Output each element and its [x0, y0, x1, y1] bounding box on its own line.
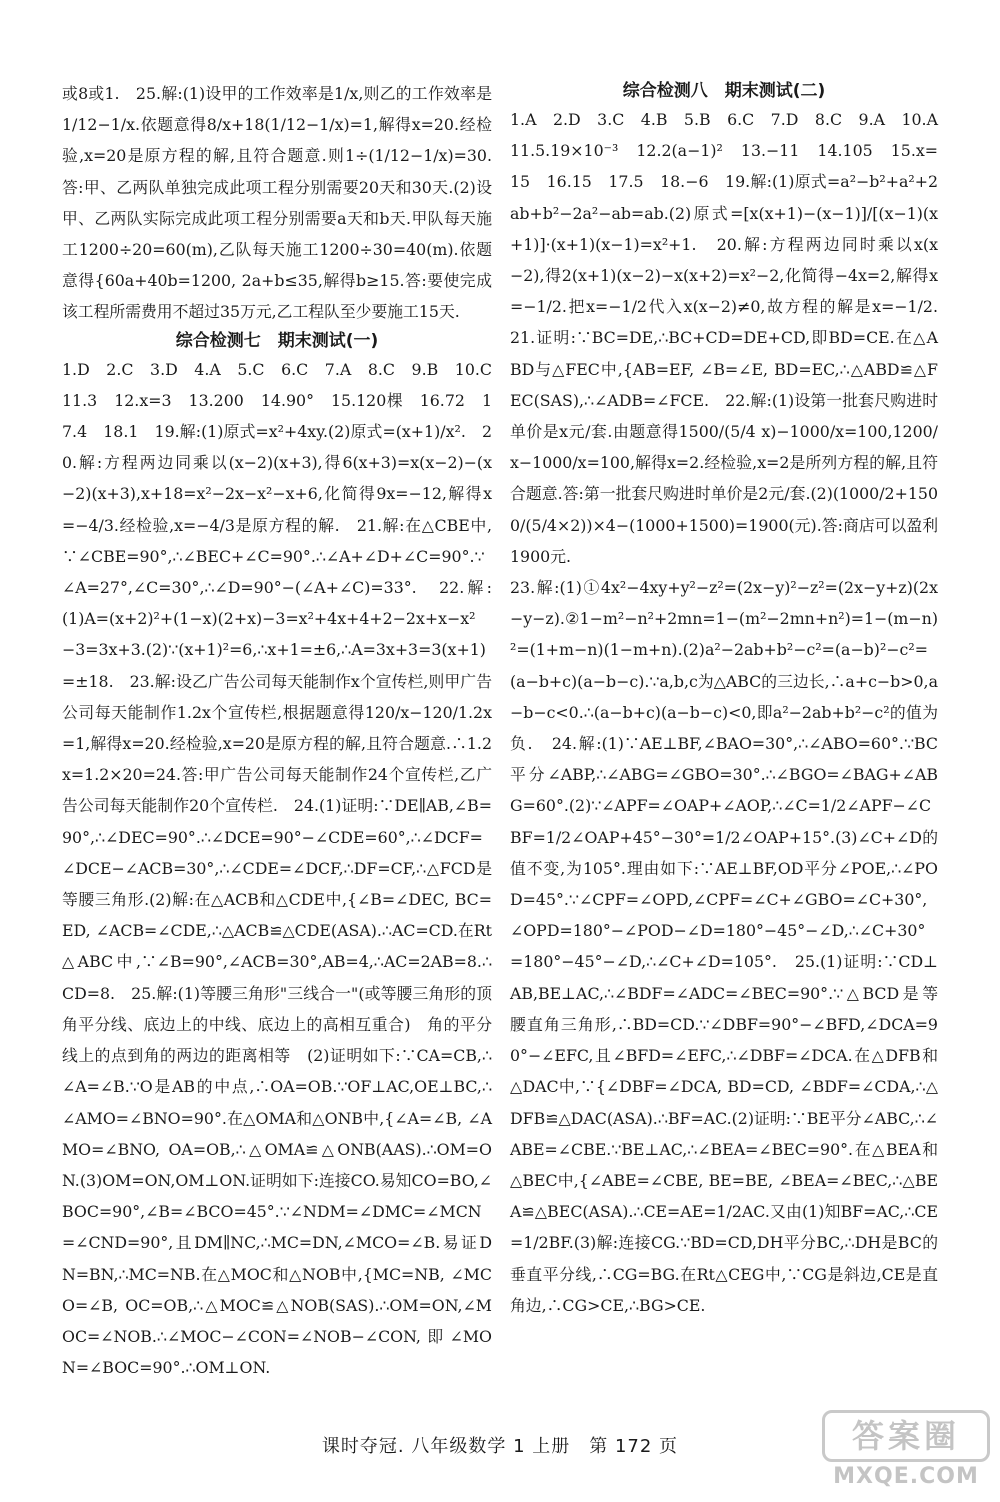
answer-paragraph: 23.解:(1)①4x²−4xy+y²−z²=(2x−y)²−z²=(2x−y+z)(2x−y−z).②1−m²−n²+2mn=1−(m²−2mn+n²)=1−(m−n)²=(1+m−n)(1−m+n).(2)a²−2ab+b²−c²=(a−b)²−c²=(a−b+c)(a−b−c).∵a,b,c为△ABC的三边长,∴a+c−b>0,a−b−c<0.∴(a−b+c)(a−b−c)<0,即a²−2ab+b²−c²的值为负. 24.解:(1)∵AE⊥BF,∠BAO=30°,∴∠ABO=60°.∵BC平分∠ABP,∴∠ABG=∠GBO=30°.∴∠BGO=∠BAG+∠ABG=60°.(2)∵∠APF=∠OAP+∠AOP,∴∠C=1/2∠APF−∠CBF=1/2∠OAP+45°−30°=1/2∠OAP+15°.(3)∠C+∠D的值不变,为105°.理由如下:∵AE⊥BF,OD平分∠POE,∴∠POD=45°.∵∠CPF=∠OPD,∠CPF=∠C+∠GBO=∠C+30°,∠OPD=180°−∠POD−∠D=180°−45°−∠D,∴∠C+30°=180°−45°−∠D,∴∠C+∠D=105°. 25.(1)证明:∵CD⊥AB,BE⊥AC,∴∠BDF=∠ADC=∠BEC=90°.∵△BCD是等腰直角三角形,∴BD=CD.∵∠DBF=90°−∠BFD,∠DCA=90°−∠EFC,且∠BFD=∠EFC,∴∠DBF=∠DCA.在△DFB和△DAC中,∵{∠DBF=∠DCA, BD=CD, ∠BDF=∠CDA,∴△DFB≌△DAC(ASA).∴BF=AC.(2)证明:∵BE平分∠ABC,∴∠ABE=∠CBE.∵BE⊥AC,∴∠BEA=∠BEC=90°.在△BEA和△BEC中,{∠ABE=∠CBE, BE=BE, ∠BEA=∠BEC,∴△BEA≌△BEC(ASA).∴CE=AE=1/2AC.又由(1)知BF=AC,∴CE=1/2BF.(3)解:连接CG.∵BD=CD,DH平分BC,∴DH是BC的垂直平分线,∴CG=BG.在Rt△CEG中,∵CG是斜边,CE是直角边,∴CG>CE,∴BG>CE.	[510, 578, 938, 1315]
answer-paragraph: 或8或1. 25.解:(1)设甲的工作效率是1/x,则乙的工作效率是1/12−1/x.依题意得8/x+18(1/12−1/x)=1,解得x=20.经检验,x=20是原方程的解,且符合题意.则1÷(1/12−1/x)=30.答:甲、乙两队单独完成此项工程分别需要20天和30天.(2)设甲、乙两队实际完成此项工程分别需要a天和b天.甲队每天施工1200÷20=60(m),乙队每天施工1200÷30=40(m).依题意得{60a+40b=1200, 2a+b≤35,解得b≥15.答:要使完成该工程所需费用不超过35万元,乙工程队至少要施工15天.	[62, 84, 492, 322]
right-column	[510, 78, 954, 1321]
section-heading-test-7: 综合检测七 期末测试(一)	[175, 330, 379, 351]
watermark-url: MXQE.COM	[833, 1464, 979, 1489]
answer-paragraph: 1.D 2.C 3.D 4.A 5.C 6.C 7.A 8.C 9.B 10.C 11.3 12.x=3 13.200 14.90° 15.120棵 16.72 17.4 18.1 19.解:(1)原式=x²+4xy.(2)原式=(x+1)/x². 20.解:方程两边同乘以(x−2)(x+3),得6(x+3)=x(x−2)−(x−2)(x+3),x+18=x²−2x−x²−x+6,化简得9x=−12,解得x=−4/3.经检验,x=−4/3是原方程的解. 21.解:在△CBE中,∵∠CBE=90°,∴∠BEC+∠C=90°.∴∠A+∠D+∠C=90°.∵∠A=27°,∠C=30°,∴∠D=90°−(∠A+∠C)=33°. 22.解:(1)A=(x+2)²+(1−x)(2+x)−3=x²+4x+4+2−2x+x−x²−3=3x+3.(2)∵(x+1)²=6,∴x+1=±6,∴A=3x+3=3(x+1)=±18. 23.解:设乙广告公司每天能制作x个宣传栏,则甲广告公司每天能制作1.2x个宣传栏,根据题意得120/x−120/1.2x=1,解得x=20.经检验,x=20是原方程的解,且符合题意.∴1.2x=1.2×20=24.答:甲广告公司每天能制作24个宣传栏,乙广告公司每天能制作20个宣传栏. 24.(1)证明:∵DE∥AB,∠B=90°,∴∠DEC=90°.∴∠DCE=90°−∠CDE=60°,∴∠DCF=∠DCE−∠ACB=30°,∴∠CDE=∠DCF,∴DF=CF,∴△FCD是等腰三角形.(2)解:在△ACB和△CDE中,{∠B=∠DEC, BC=ED, ∠ACB=∠CDE,∴△ACB≌△CDE(ASA).∴AC=CD.在Rt△ABC中,∵∠B=90°,∠ACB=30°,AB=4,∴AC=2AB=8.∴CD=8. 25.解:(1)等腰三角形"三线合一"(或等腰三角形的顶角平分线、底边上的中线、底边上的高相互重合) 角的平分线上的点到角的两边的距离相等 (2)证明如下:∵CA=CB,∴∠A=∠B.∵O是AB的中点,∴OA=OB.∵OF⊥AC,OE⊥BC,∴∠AMO=∠BNO=90°.在△OMA和△ONB中,{∠A=∠B, ∠AMO=∠BNO, OA=OB,∴△OMA≌△ONB(AAS).∴OM=ON.(3)OM=ON,OM⊥ON.证明如下:连接CO.易知CO=BO,∠BOC=90°,∠B=∠BCO=45°.∵∠NDM=∠DMC=∠MCN=∠CND=90°,且DM∥NC,∴MC=DN,∠MCO=∠B.易证DN=BN,∴MC=NB.在△MOC和△NOB中,{MC=NB, ∠MCO=∠B, OC=OB,∴△MOC≌△NOB(SAS).∴OM=ON,∠MOC=∠NOB.∴∠MOC−∠CON=∠NOB−∠CON,即∠MON=∠BOC=90°.∴OM⊥ON.	[62, 359, 508, 1378]
page-footer: 课时夺冠. 八年级数学 1 上册 第 172 页	[321, 1436, 679, 1457]
left-column	[62, 78, 508, 1383]
watermark-logo-text: 答案圈	[822, 1410, 990, 1462]
section-heading-test-8: 综合检测八 期末测试(二)	[622, 81, 826, 101]
watermark-logo	[822, 1410, 990, 1492]
answer-paragraph: 1.A 2.D 3.C 4.B 5.B 6.C 7.D 8.C 9.A 10.A 11.5.19×10⁻³ 12.2(a−1)² 13.−11 14.105 15.x=15 16.15 17.5 18.−6 19.解:(1)原式=a²−b²+a²+2ab+b²−2a²−ab=ab.(2)原式=[x(x+1)−(x−1)]/[(x−1)(x+1)]·(x+1)(x−1)=x²+1. 20.解:方程两边同时乘以x(x−2),得2(x+1)(x−2)−x(x+2)=x²−2,化简得−4x=2,解得x=−1/2.把x=−1/2代入x(x−2)≠0,故方程的解是x=−1/2. 21.证明:∵BC=DE,∴BC+CD=DE+CD,即BD=CE.在△ABD与△FEC中,{AB=EF, ∠B=∠E, BD=EC,∴△ABD≌△FEC(SAS),∴∠ADB=∠FCE. 22.解:(1)设第一批套尺购进时单价是x元/套.由题意得1500/(5/4 x)−1000/x=100,1200/x−1000/x=100,解得x=2.经检验,x=2是所列方程的解,且符合题意.答:第一批套尺购进时单价是2元/套.(2)(1000/2+1500/(5/4×2))×4−(1000+1500)=1900(元).答:商店可以盈利1900元.	[510, 110, 954, 566]
